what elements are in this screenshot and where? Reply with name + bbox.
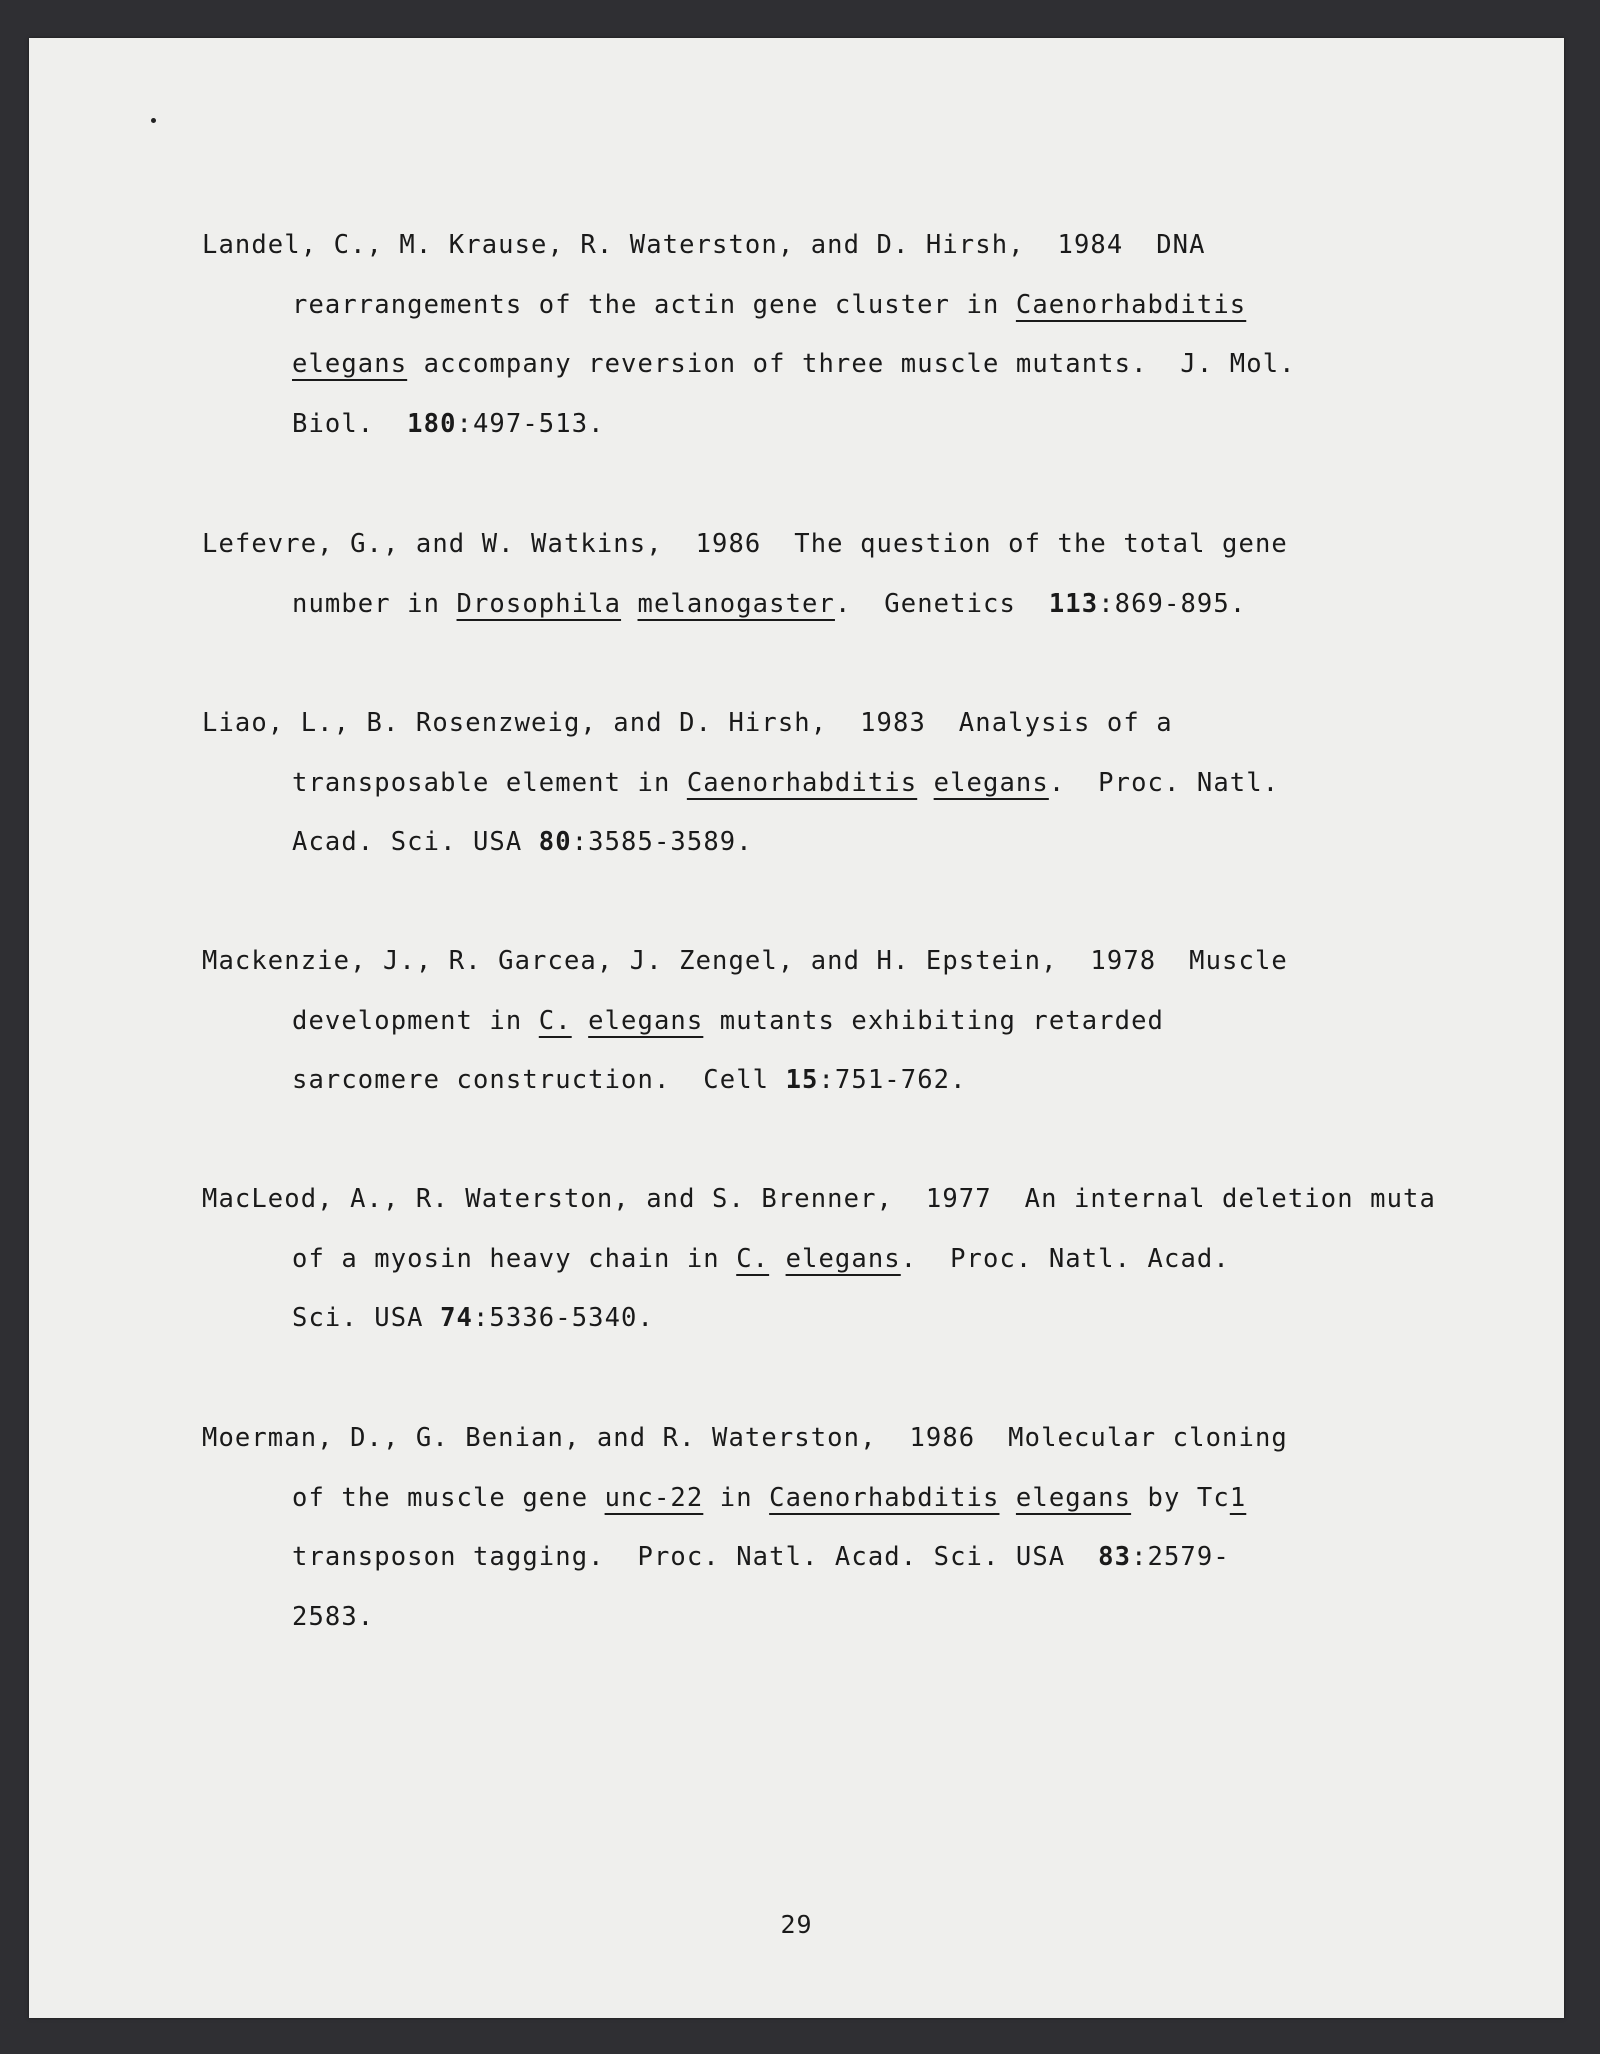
reference-text: Biol. [292, 408, 408, 439]
reference-text: transposable element in [292, 767, 687, 798]
reference-text: in [703, 1482, 770, 1513]
underlined-term: elegans [1015, 1482, 1132, 1513]
underlined-term: C. [736, 1243, 770, 1274]
reference-continuation-line [202, 1528, 1564, 1588]
underlined-term: elegans [292, 349, 408, 380]
reference-continuation-line [202, 276, 1564, 336]
volume-number: 80 [538, 827, 572, 858]
reference-continuation-line [202, 813, 1564, 873]
reference-text: :3585-3589. [571, 827, 753, 858]
reference-text: 2583. [292, 1601, 375, 1632]
reference-continuation-line [202, 754, 1564, 814]
reference-continuation-line [202, 395, 1564, 455]
reference-text: :751-762. [818, 1065, 967, 1096]
volume-number: 113 [1048, 588, 1099, 619]
reference-entry [202, 932, 1564, 1111]
volume-number: 180 [407, 408, 457, 439]
reference-text: :5336-5340. [472, 1303, 654, 1334]
reference-text: MacLeod, A., R. Waterston, and S. Brenner, 1977 An internal deletion muta [202, 1184, 1436, 1214]
reference-text: :869-895. [1098, 588, 1247, 619]
page-number: 29 [780, 1910, 813, 1939]
reference-text: Liao, L., B. Rosenzweig, and D. Hirsh, 1983 Analysis of a [202, 708, 1173, 738]
reference-text: rearrangements of the actin gene cluster in [292, 289, 1016, 320]
underlined-term: Drosophila [456, 588, 622, 619]
reference-text: . Proc. Natl. [1048, 767, 1280, 798]
reference-text: Landel, C., M. Krause, R. Waterston, and D. Hirsh, 1984 DNA [202, 230, 1206, 260]
underlined-term: C. [538, 1005, 572, 1036]
underlined-term: Caenorhabditis [1015, 289, 1247, 320]
reference-continuation-line [202, 575, 1564, 635]
reference-first-line [202, 694, 1564, 754]
underlined-term: elegans [588, 1005, 704, 1036]
reference-text: development in [292, 1005, 539, 1036]
reference-text: of the muscle gene [292, 1482, 605, 1513]
reference-entry [202, 216, 1564, 454]
underlined-term: Caenorhabditis [686, 767, 918, 798]
reference-text: . Proc. Natl. Acad. [900, 1243, 1230, 1274]
underlined-term: elegans [933, 767, 1049, 798]
reference-continuation-line [202, 1289, 1564, 1349]
reference-text [621, 589, 637, 619]
reference-entry [202, 1170, 1564, 1349]
reference-entry [202, 1409, 1564, 1647]
reference-text [769, 1244, 785, 1274]
reference-text: sarcomere construction. Cell [292, 1065, 786, 1096]
reference-text: mutants exhibiting retarded [703, 1005, 1164, 1036]
reference-entry [202, 694, 1564, 873]
reference-text: Sci. USA [292, 1303, 441, 1334]
underlined-term: 1 [1229, 1482, 1247, 1513]
reference-text: accompany reversion of three muscle mutants. J. Mol. [407, 349, 1296, 380]
volume-number: 15 [785, 1065, 819, 1096]
volume-number: 83 [1098, 1542, 1132, 1573]
reference-first-line [202, 1409, 1564, 1469]
reference-text: Mackenzie, J., R. Garcea, J. Zengel, and H. Epstein, 1978 Muscle [202, 946, 1288, 976]
reference-text: number in [292, 588, 457, 619]
reference-text [999, 1483, 1015, 1513]
reference-text: Lefevre, G., and W. Watkins, 1986 The question of the total gene [202, 529, 1288, 559]
reference-first-line [202, 1170, 1564, 1230]
reference-text: Acad. Sci. USA [292, 827, 539, 858]
underlined-term: elegans [785, 1243, 901, 1274]
reference-text: transposon tagging. Proc. Natl. Acad. Sci. USA [292, 1542, 1099, 1573]
reference-entry [202, 515, 1564, 634]
underlined-term: unc-22 [604, 1482, 704, 1513]
reference-text: Moerman, D., G. Benian, and R. Waterston, 1986 Molecular cloning [202, 1423, 1288, 1453]
reference-first-line [202, 515, 1564, 575]
volume-number: 74 [440, 1303, 473, 1334]
reference-continuation-line [202, 335, 1564, 395]
underlined-term: Caenorhabditis [769, 1482, 1000, 1513]
reference-continuation-line [202, 1588, 1564, 1648]
underlined-term: melanogaster [637, 588, 835, 619]
reference-text: :497-513. [456, 408, 605, 439]
reference-continuation-line [202, 1469, 1564, 1529]
reference-text [572, 1006, 588, 1036]
reference-text [917, 768, 933, 798]
reference-text: by Tc [1131, 1482, 1230, 1513]
reference-text: . Genetics [834, 588, 1049, 619]
reference-continuation-line [202, 1051, 1564, 1111]
reference-first-line [202, 932, 1564, 992]
stray-mark [151, 118, 156, 123]
reference-text: :2579- [1131, 1542, 1230, 1573]
reference-first-line [202, 216, 1564, 276]
reference-text: of a myosin heavy chain in [292, 1243, 737, 1274]
document-page [29, 38, 1564, 2018]
reference-continuation-line [202, 992, 1564, 1052]
reference-continuation-line [202, 1230, 1564, 1290]
